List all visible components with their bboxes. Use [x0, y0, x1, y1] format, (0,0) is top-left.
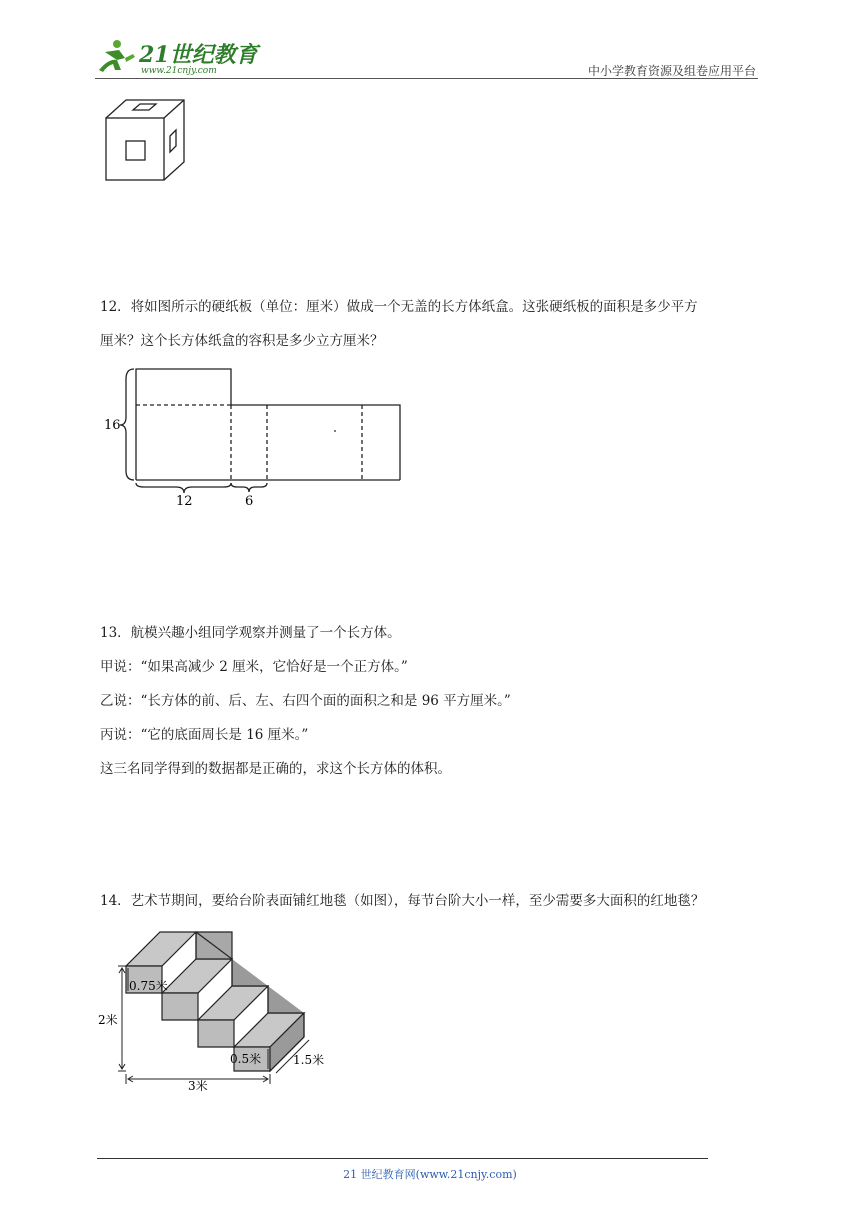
question-text-line: 厘米？这个长方体纸盒的容积是多少立方厘米？	[100, 333, 384, 349]
question-text-line: 12．将如图所示的硬纸板（单位：厘米）做成一个无盖的长方体纸盒。这张硬纸板的面积是多少平方	[100, 299, 698, 315]
height-label: 16	[104, 418, 121, 433]
question-12	[100, 290, 762, 358]
cube-figure	[100, 96, 190, 186]
question-text-line: 13．航模兴趣小组同学观察并测量了一个长方体。	[100, 625, 401, 641]
cardboard-net-figure	[100, 365, 410, 515]
runner-icon	[99, 40, 135, 72]
question-13	[100, 616, 762, 786]
site-logo	[95, 36, 265, 78]
depth-label: 1.5米	[293, 1053, 325, 1067]
length-label: 3米	[188, 1079, 208, 1093]
footer-text: 21 世纪教育网(www.21cnjy.com)	[343, 1168, 517, 1181]
footer-divider	[97, 1158, 708, 1159]
question-14	[100, 884, 762, 918]
total-height-label: 2米	[98, 1013, 118, 1027]
depth-label: 6	[245, 494, 254, 509]
width-label: 12	[176, 494, 193, 509]
question-text-line: 这三名同学得到的数据都是正确的，求这个长方体的体积。	[100, 761, 451, 777]
question-text-line: 乙说：“长方体的前、后、左、右四个面的面积之和是 96 平方厘米。”	[100, 693, 511, 709]
question-text-line: 14．艺术节期间，要给台阶表面铺红地毯（如图），每节台阶大小一样，至少需要多大面积的红地毯？	[100, 893, 705, 909]
stairs-figure	[96, 926, 336, 1096]
platform-name: 中小学教育资源及组卷应用平台	[587, 64, 756, 78]
logo-text: 21世纪教育	[139, 42, 258, 68]
bottom-step-label: 0.5米	[230, 1052, 262, 1066]
header-divider	[95, 78, 758, 79]
question-text-line: 丙说：“它的底面周长是 16 厘米。”	[100, 727, 309, 743]
logo-url: www.21cnjy.com	[141, 66, 217, 76]
question-text-line: 甲说：“如果高减少 2 厘米，它恰好是一个正方体。”	[100, 659, 408, 675]
step-height-label: 0.75米	[129, 979, 168, 993]
